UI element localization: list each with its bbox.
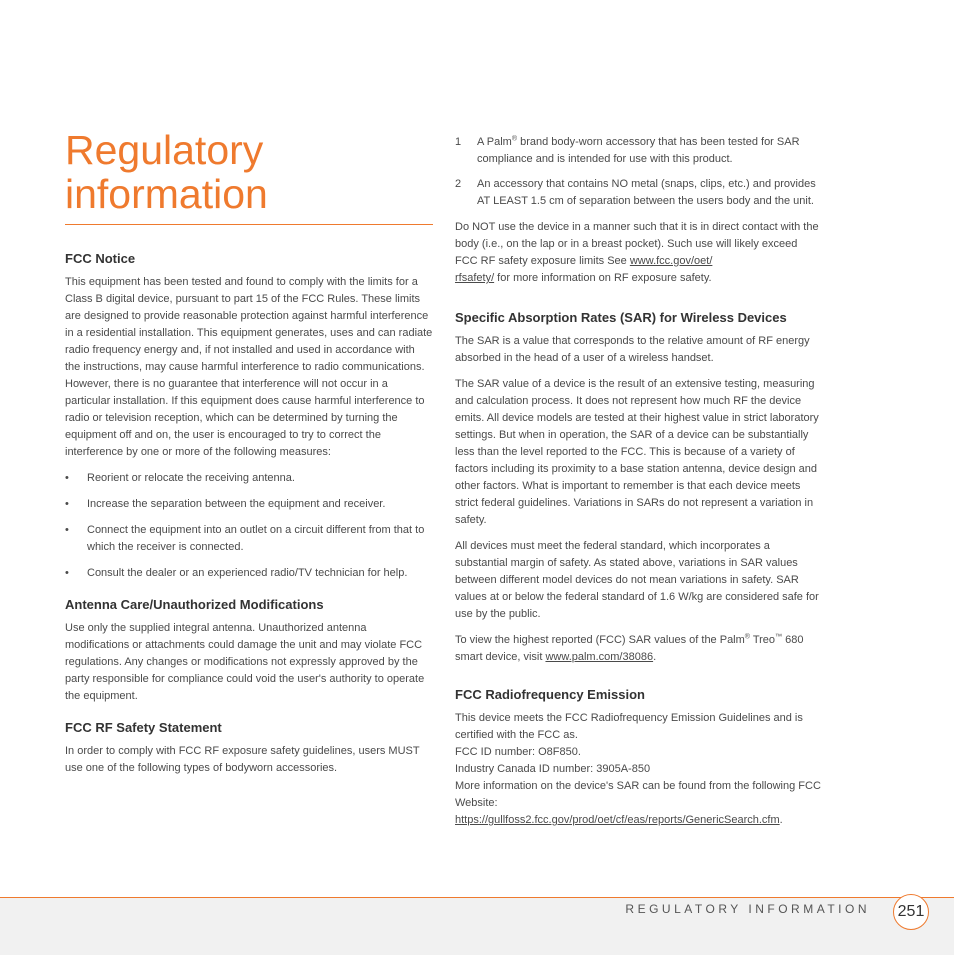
- sar-paragraph-2: The SAR value of a device is the result of an extensive testing, measuring and calculation process. It does not represent how much RF the device emits. All device models are tested at their highest value in strict laboratory settings. But when in operation, the SAR of a device can be substantially less than the level reported to the FCC. This is because of a variety of factors including its proximity to a base station antenna, device design and other factors. What is important to remember is that each device meets strict federal guidelines. Variations in SARs do not represent a variation in safety.: [455, 378, 819, 526]
- list-item: [455, 134, 823, 168]
- emission-line-1: This device meets the FCC Radiofrequency Emission Guidelines and is certified with the FCC as.: [455, 712, 803, 741]
- list-item: • Reorient or relocate the receiving antenna.: [65, 470, 433, 487]
- emission-heading: FCC Radiofrequency Emission: [455, 687, 645, 702]
- sar-paragraph-3: All devices must meet the federal standard, which incorporates a substantial margin of safety. As stated above, variations in SAR values between different model devices do not mean variations in safety. SAR values at or below the federal standard of 1.6 W/kg are considered safe for use by the public.: [455, 540, 819, 620]
- emission-line-2: FCC ID number: O8F850.: [455, 746, 581, 758]
- emission-line-3: Industry Canada ID number: 3905A-850: [455, 763, 651, 775]
- sar-p4-treo: Treo: [749, 634, 776, 646]
- sar-p4-text: To view the highest reported (FCC) SAR values of the Palm: [455, 634, 745, 646]
- page-number-badge: 251: [893, 894, 929, 930]
- title-line-2: information: [65, 171, 268, 217]
- title-line-1: Regulatory: [65, 127, 264, 173]
- do-not-paragraph: [455, 219, 823, 287]
- sar-paragraph-4: [455, 632, 823, 666]
- palm-sar-link[interactable]: www.palm.com/38086: [545, 651, 654, 663]
- emission-end: .: [779, 814, 783, 826]
- link-part-1[interactable]: www.fcc.gov/oet/: [629, 255, 713, 267]
- fcc-notice-measures: [65, 470, 433, 582]
- sar-section: [455, 309, 823, 666]
- emission-link-line: [455, 812, 823, 829]
- sar-heading: Specific Absorption Rates (SAR) for Wireless Devices: [455, 310, 787, 325]
- rf-safety-section: [65, 719, 433, 777]
- antenna-body: Use only the supplied integral antenna. Unauthorized antenna modifications or attachments could damage the unit and may violate FCC regulations. Any changes or modifications not expressly approved by the party responsible for compliance could void the user's authority to operate the equipment.: [65, 622, 425, 702]
- do-not-text: Do NOT use the device in a manner such that it is in direct contact with the body (i.e., on the lap or in a breast pocket). Such use will likely exceed FCC RF safety exposure limits See: [455, 221, 819, 267]
- page-footer: [0, 897, 954, 955]
- link-part-2[interactable]: rfsafety/: [455, 272, 495, 284]
- list-text: An accessory that contains NO metal (snaps, clips, etc.) and provides AT LEAST 1.5 cm of separation between the users body and the unit.: [477, 178, 816, 207]
- rf-safety-heading: FCC RF Safety Statement: [65, 720, 222, 735]
- trademark-mark: ™: [775, 633, 783, 641]
- sar-p4-text-2: 680 smart device, visit: [455, 634, 804, 663]
- registered-mark: ®: [511, 135, 518, 143]
- title-divider: [65, 224, 433, 225]
- emission-section: [455, 686, 823, 829]
- left-column: [65, 250, 433, 791]
- fcc-sar-search-link[interactable]: https://gullfoss2.fcc.gov/prod/oet/cf/eas/reports/GenericSearch.cfm: [455, 814, 780, 826]
- registered-mark: ®: [744, 633, 750, 641]
- page-title: [65, 128, 433, 216]
- list-item: [455, 176, 823, 210]
- accessory-list: [455, 134, 823, 210]
- list-item: • Consult the dealer or an experienced radio/TV technician for help.: [65, 565, 433, 582]
- do-not-text-end: for more information on RF exposure safety.: [494, 272, 712, 284]
- list-text-pre: A Palm: [477, 136, 512, 148]
- antenna-section: [65, 596, 433, 705]
- list-text-post: brand body-worn accessory that has been tested for SAR compliance and is intended for use with this product.: [477, 136, 800, 165]
- emission-line-4: More information on the device's SAR can be found from the following FCC Website:: [455, 780, 821, 809]
- fcc-notice-section: [65, 250, 433, 582]
- right-column: [455, 134, 823, 843]
- fcc-notice-body: This equipment has been tested and found to comply with the limits for a Class B digital device, pursuant to part 15 of the FCC Rules. These limits are designed to provide reasonable protection against harmful interference in a residential installation. This equipment generates, uses and can radiate radio frequency energy and, if not installed and used in accordance with the instructions, may cause harmful interference to radio communications. However, there is no guarantee that interference will not occur in a particular installation. If this equipment does cause harmful interference to radio or television reception, which can be determined by turning the equipment off and on, the user is encouraged to try to correct the interference by one or more of the following measures:: [65, 276, 433, 458]
- rf-safety-body: In order to comply with FCC RF exposure safety guidelines, users MUST use one of the following types of bodyworn accessories.: [65, 745, 420, 774]
- fcc-notice-heading: FCC Notice: [65, 251, 136, 266]
- list-item: • Increase the separation between the equipment and receiver.: [65, 496, 433, 513]
- list-number: 1: [455, 136, 462, 148]
- sar-p4-end: .: [653, 651, 657, 663]
- sar-paragraph-1: The SAR is a value that corresponds to the relative amount of RF energy absorbed in the head of a user of a wireless handset.: [455, 335, 810, 364]
- list-item: • Connect the equipment into an outlet on a circuit different from that to which the receiver is connected.: [65, 522, 433, 556]
- antenna-heading: Antenna Care/Unauthorized Modifications: [65, 597, 324, 612]
- list-number: 2: [455, 178, 462, 190]
- footer-section-label: REGULATORY INFORMATION: [625, 902, 870, 916]
